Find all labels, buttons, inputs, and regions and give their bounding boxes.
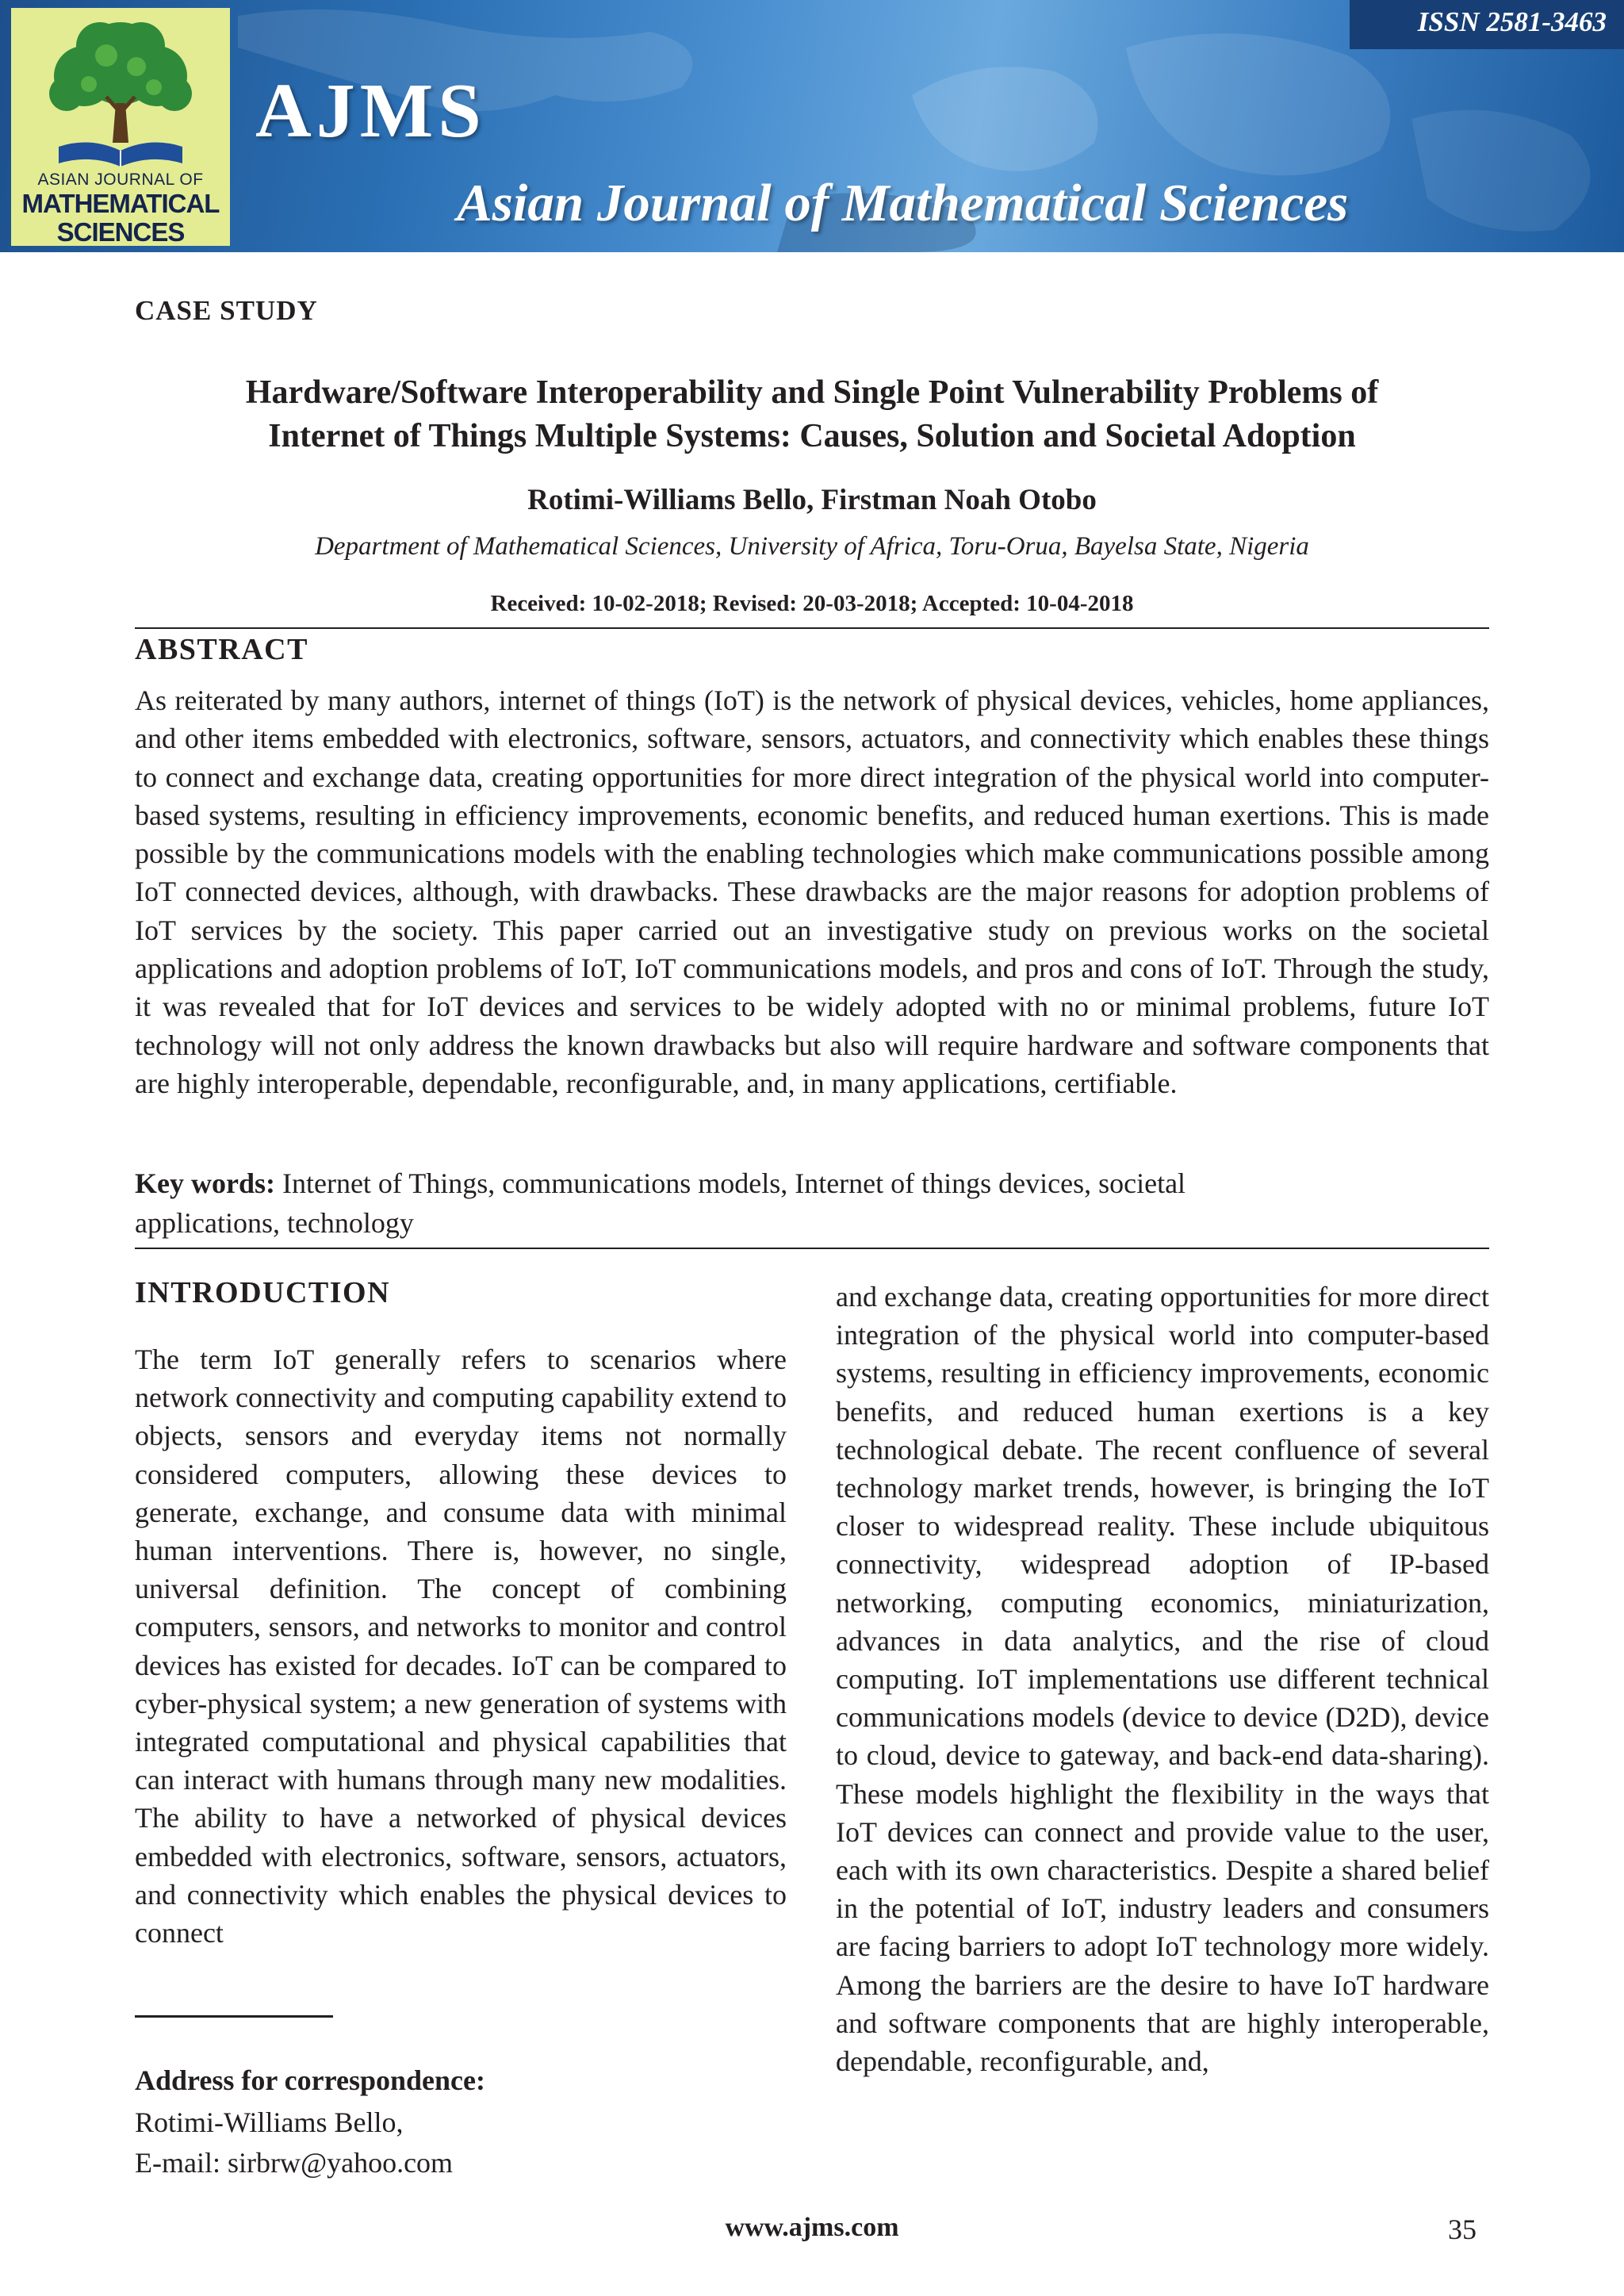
header-divider xyxy=(135,627,1489,629)
abstract-text: As reiterated by many authors, internet of things (IoT) is the network of physical devices, vehicles, home appliances, and other items embedded with electronics, software, sensors, actuators, and connectivity which enables these things to connect and exchange data, creating opportunities for more direct integration of the physical world into computer-based systems, resulting in efficiency improvements, economic benefits, and reduced human exertions. This is made possible by the communications models with the enabling technologies which make communications possible among IoT connected devices, although, with drawbacks. These drawbacks are the major reasons for adoption problems of IoT services by the society. This paper carried out an investigative study on previous works on the societal applications and adoption problems of IoT, IoT communications models, and pros and cons of IoT. Through the study, it was revealed that for IoT devices and services to be widely adopted with no or minimal problems, future IoT technology will not only address the known drawbacks but also will require hardware and software components that are highly interoperable, dependable, reconfigurable, and, in many applications, certifiable. xyxy=(135,684,1489,1099)
article-authors: Rotimi-Williams Bello, Firstman Noah Otobo xyxy=(527,484,1097,516)
journal-website: www.ajms.com xyxy=(725,2213,899,2242)
correspondence-name: Rotimi-Williams Bello, xyxy=(135,2106,404,2138)
author-affiliation: Department of Mathematical Sciences, University of Africa, Toru-Orua, Bayelsa State, Nigeria xyxy=(315,532,1309,561)
article-title xyxy=(135,371,1489,458)
issn-badge xyxy=(1350,0,1624,49)
abstract-heading: ABSTRACT xyxy=(135,633,308,666)
publication-dates: Received: 10-02-2018; Revised: 20-03-2018; Accepted: 10-04-2018 xyxy=(490,591,1134,616)
keywords-label: Key words: xyxy=(135,1167,275,1199)
page-number: 35 xyxy=(1448,2214,1477,2245)
logo-caption-line1: ASIAN JOURNAL OF xyxy=(37,171,204,189)
introduction-left-column: The term IoT generally refers to scenarios where network connectivity and computing capability extend to objects, sensors and everyday items not normally considered computers, allowing these devices to generate, exchange, and consume data with minimal human interventions. There is, however, no single, universal definition. The concept of combining computers, sensors, and networks to monitor and control devices has existed for decades. IoT can be compared to cyber-physical system; a new generation of systems with integrated computational and physical capabilities that can interact with humans through many new modalities. The ability to have a networked of physical devices embedded with electronics, software, sensors, actuators, and connectivity which enables the physical devices to connect xyxy=(135,1343,787,1949)
logo-caption-line3: SCIENCES xyxy=(56,217,185,247)
keywords xyxy=(135,1163,1489,1243)
journal-logo xyxy=(11,8,230,246)
keywords-line1: Internet of Things, communications models, Internet of things devices, societal xyxy=(274,1167,1186,1199)
journal-acronym: AJMS xyxy=(255,68,486,154)
journal-name: Asian Journal of Mathematical Sciences xyxy=(457,174,1349,232)
keywords-line2: applications, technology xyxy=(135,1207,414,1239)
introduction-right-column: and exchange data, creating opportunities for more direct integration of the physical world into computer-based systems, resulting in efficiency improvements, economic benefits, and reduced human exertions is a key technological debate. The recent confluence of several technology market trends, however, is bringing the IoT closer to widespread reality. These include ubiquitous connectivity, widespread adoption of IP-based networking, computing economics, miniaturization, advances in data analytics, and the rise of cloud computing. IoT implementations use different technical communications models (device to device (D2D), device to cloud, device to gateway, and back-end data-sharing). These models highlight the flexibility in the ways that IoT devices can connect and provide value to the user, each with its own characteristics. Despite a shared belief in the potential of IoT, industry leaders and consumers are facing barriers to adopt IoT technology more widely. Among the barriers are the desire to have IoT hardware and software components that are highly interoperable, dependable, reconfigurable, and, xyxy=(836,1281,1489,2078)
logo-caption-line2: MATHEMATICAL xyxy=(21,189,220,218)
article-title-line2: Internet of Things Multiple Systems: Causes, Solution and Societal Adoption xyxy=(268,418,1356,454)
correspondence-heading: Address for correspondence: xyxy=(135,2064,485,2096)
journal-banner xyxy=(0,0,1624,252)
issn-text: ISSN 2581-3463 xyxy=(1417,6,1607,37)
article-title-line1: Hardware/Software Interoperability and Single Point Vulnerability Problems of xyxy=(245,374,1379,411)
correspondence-email: E-mail: sirbrw@yahoo.com xyxy=(135,2147,454,2179)
article-type: CASE STUDY xyxy=(135,295,318,326)
footnote-divider xyxy=(135,2015,333,2018)
introduction-heading: INTRODUCTION xyxy=(135,1276,391,1309)
abstract-divider xyxy=(135,1248,1489,1249)
tree-book-icon xyxy=(11,8,230,174)
